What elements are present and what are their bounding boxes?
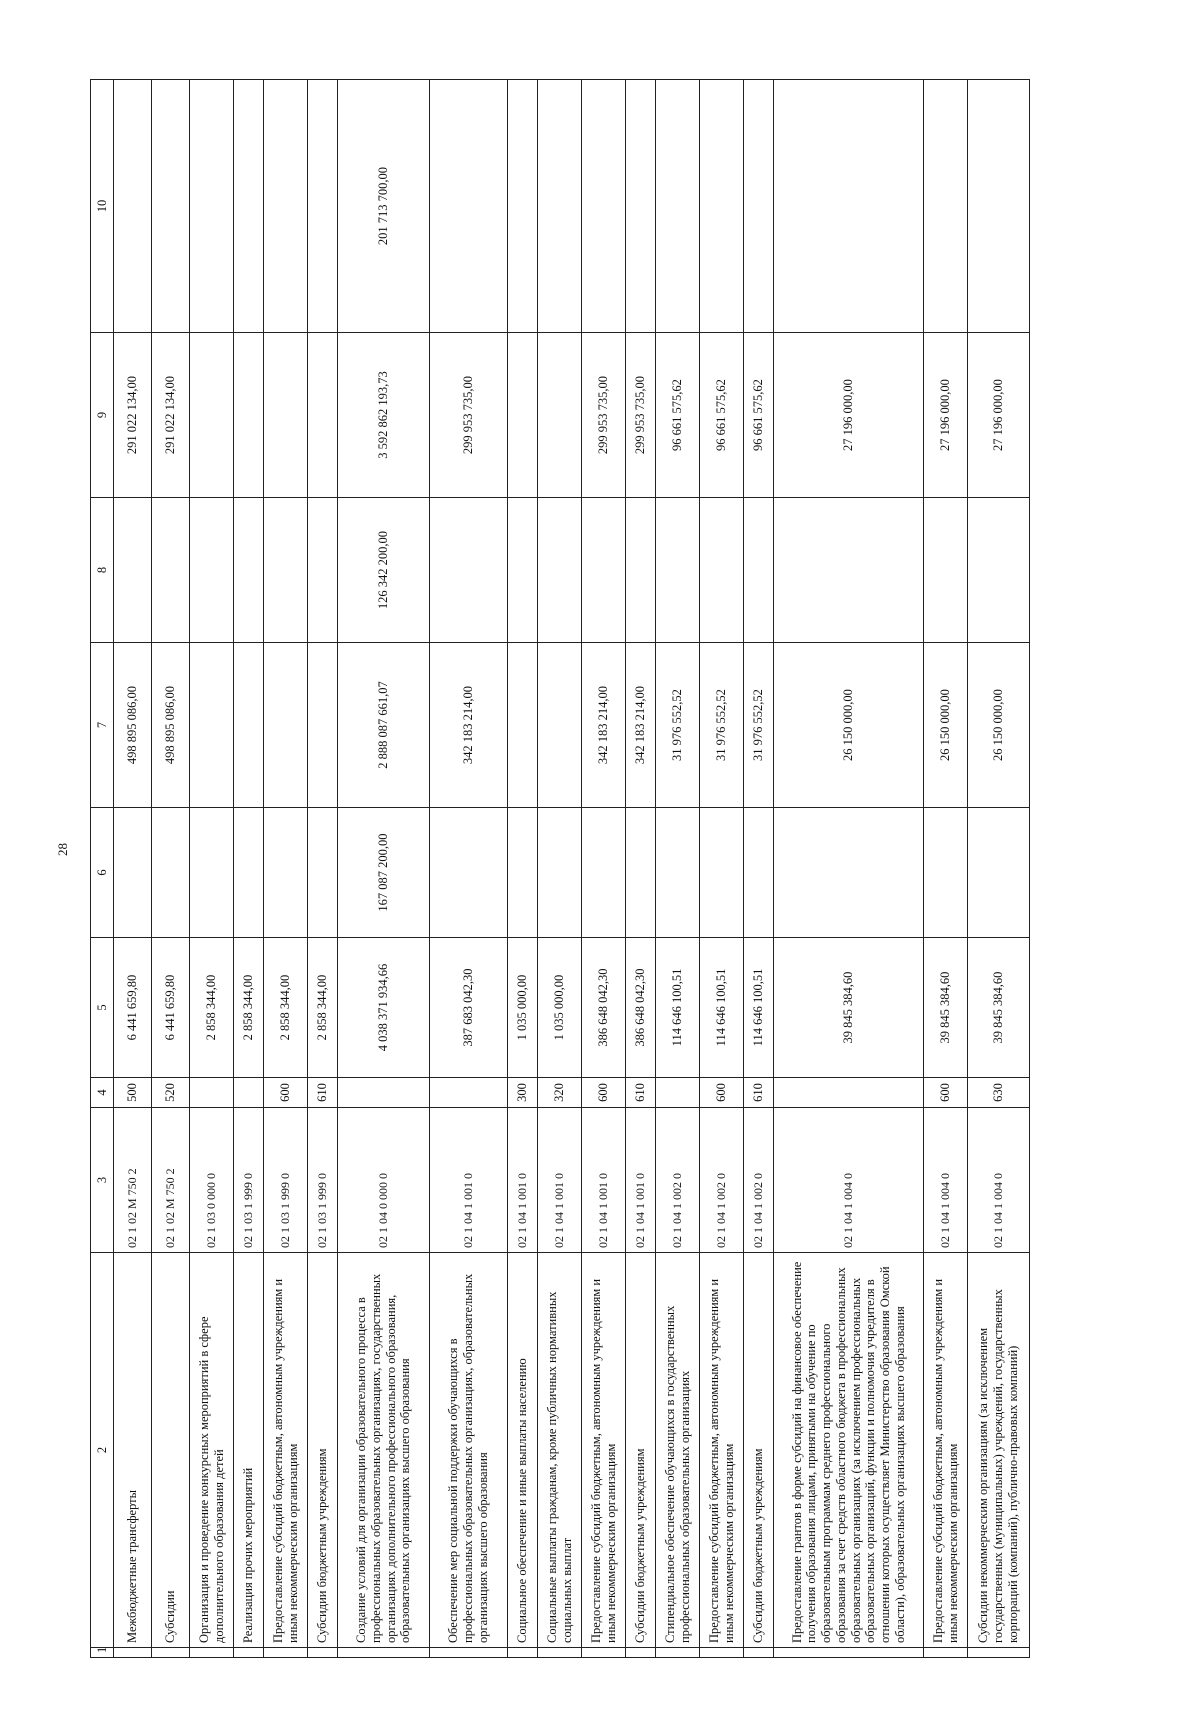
item-name-cell: Реализация прочих мероприятий: [234, 1253, 264, 1648]
amount-col7-cell: [308, 643, 338, 808]
expense-type-cell: 630: [968, 1078, 1030, 1108]
target-code-cell: 02 1 02 M 750 2: [114, 1108, 152, 1253]
expense-type-cell: 600: [264, 1078, 308, 1108]
amount-col9-cell: [190, 333, 234, 498]
row-index-cell: [538, 1648, 582, 1658]
item-name-cell: Социальное обеспечение и иные выплаты населению: [508, 1253, 538, 1648]
table-row: [114, 80, 152, 1658]
col-header-10: 10: [91, 80, 114, 333]
expense-type-cell: 520: [152, 1078, 190, 1108]
amount-col8-cell: [744, 498, 774, 643]
table-row: [700, 80, 744, 1658]
expense-type-cell: [656, 1078, 700, 1108]
amount-col8-cell: [700, 498, 744, 643]
col-header-8: 8: [91, 498, 114, 643]
amount-col9-cell: 27 196 000,00: [968, 333, 1030, 498]
amount-col6-cell: 167 087 200,00: [338, 808, 430, 938]
amount-col5-cell: 2 858 344,00: [234, 938, 264, 1078]
amount-col8-cell: [924, 498, 968, 643]
target-code-cell: 02 1 04 1 002 0: [656, 1108, 700, 1253]
amount-col5-cell: 1 035 000,00: [508, 938, 538, 1078]
amount-col6-cell: [114, 808, 152, 938]
amount-col9-cell: 96 661 575,62: [656, 333, 700, 498]
amount-col10-cell: [774, 80, 924, 333]
amount-col8-cell: [190, 498, 234, 643]
target-code-cell: 02 1 04 1 004 0: [774, 1108, 924, 1253]
amount-col10-cell: [190, 80, 234, 333]
amount-col10-cell: [744, 80, 774, 333]
amount-col7-cell: 31 976 552,52: [744, 643, 774, 808]
amount-col8-cell: [538, 498, 582, 643]
amount-col10-cell: [700, 80, 744, 333]
amount-col10-cell: [538, 80, 582, 333]
target-code-cell: 02 1 04 1 002 0: [744, 1108, 774, 1253]
amount-col10-cell: [430, 80, 508, 333]
amount-col10-cell: [114, 80, 152, 333]
item-name-cell: Обеспечение мер социальной поддержки обучающихся в профессиональных образовательных организациях, образовательных организациях высшего образования: [430, 1253, 508, 1648]
amount-col6-cell: [152, 808, 190, 938]
amount-col9-cell: 27 196 000,00: [774, 333, 924, 498]
amount-col5-cell: 114 646 100,51: [700, 938, 744, 1078]
item-name-cell: Создание условий для организации образовательного процесса в профессиональных образовательных организациях, государственных организациях дополнительного профессионального образования, образовательных организациях высшего образования: [338, 1253, 430, 1648]
target-code-cell: 02 1 04 1 001 0: [538, 1108, 582, 1253]
row-index-cell: [508, 1648, 538, 1658]
row-index-cell: [626, 1648, 656, 1658]
expense-type-cell: 320: [538, 1078, 582, 1108]
expense-type-cell: 600: [582, 1078, 626, 1108]
amount-col9-cell: 291 022 134,00: [152, 333, 190, 498]
target-code-cell: 02 1 04 1 001 0: [626, 1108, 656, 1253]
column-number-row: [91, 80, 114, 1658]
target-code-cell: 02 1 04 1 002 0: [700, 1108, 744, 1253]
amount-col7-cell: 26 150 000,00: [774, 643, 924, 808]
budget-table: [90, 79, 1030, 1658]
amount-col6-cell: [538, 808, 582, 938]
row-index-cell: [338, 1648, 430, 1658]
table-row: [152, 80, 190, 1658]
amount-col5-cell: 6 441 659,80: [114, 938, 152, 1078]
target-code-cell: 02 1 04 1 001 0: [582, 1108, 626, 1253]
table-row: [234, 80, 264, 1658]
row-index-cell: [114, 1648, 152, 1658]
amount-col6-cell: [190, 808, 234, 938]
expense-type-cell: 500: [114, 1078, 152, 1108]
col-header-9: 9: [91, 333, 114, 498]
row-index-cell: [968, 1648, 1030, 1658]
amount-col10-cell: 201 713 700,00: [338, 80, 430, 333]
page-number: 28: [55, 843, 70, 856]
amount-col5-cell: 39 845 384,60: [924, 938, 968, 1078]
amount-col10-cell: [152, 80, 190, 333]
row-index-cell: [264, 1648, 308, 1658]
amount-col5-cell: 2 858 344,00: [308, 938, 338, 1078]
amount-col7-cell: 498 895 086,00: [152, 643, 190, 808]
table-row: [508, 80, 538, 1658]
expense-type-cell: 600: [700, 1078, 744, 1108]
amount-col5-cell: 39 845 384,60: [968, 938, 1030, 1078]
row-index-cell: [656, 1648, 700, 1658]
amount-col5-cell: 1 035 000,00: [538, 938, 582, 1078]
row-index-cell: [582, 1648, 626, 1658]
amount-col5-cell: 114 646 100,51: [656, 938, 700, 1078]
amount-col9-cell: [264, 333, 308, 498]
amount-col8-cell: [152, 498, 190, 643]
amount-col9-cell: [508, 333, 538, 498]
amount-col10-cell: [264, 80, 308, 333]
col-header-3: 3: [91, 1108, 114, 1253]
amount-col9-cell: [538, 333, 582, 498]
amount-col7-cell: 26 150 000,00: [968, 643, 1030, 808]
item-name-cell: Предоставление субсидий бюджетным, автономным учреждениям и иным некоммерческим организациям: [924, 1253, 968, 1648]
col-header-5: 5: [91, 938, 114, 1078]
item-name-cell: Социальные выплаты гражданам, кроме публичных нормативных социальных выплат: [538, 1253, 582, 1648]
table-row: [430, 80, 508, 1658]
col-header-6: 6: [91, 808, 114, 938]
target-code-cell: 02 1 03 1 999 0: [308, 1108, 338, 1253]
row-index-cell: [190, 1648, 234, 1658]
target-code-cell: 02 1 03 1 999 0: [234, 1108, 264, 1253]
item-name-cell: Предоставление грантов в форме субсидий на финансовое обеспечение получения образования лицами, принятыми на обучение по образовательным программам среднего профессионального образования за счет средств областного бюджета в профессиональных образовательных организациях (за исключением профессиональных образовательных организаций, функции и полномочия учредителя в отношении которых осуществляет Министерство образования Омской области), образовательных организациях высшего образования: [774, 1253, 924, 1648]
amount-col6-cell: [626, 808, 656, 938]
amount-col5-cell: 2 858 344,00: [190, 938, 234, 1078]
amount-col6-cell: [308, 808, 338, 938]
amount-col5-cell: 387 683 042,30: [430, 938, 508, 1078]
row-index-cell: [234, 1648, 264, 1658]
amount-col8-cell: [656, 498, 700, 643]
amount-col9-cell: 27 196 000,00: [924, 333, 968, 498]
row-index-cell: [700, 1648, 744, 1658]
expense-type-cell: 300: [508, 1078, 538, 1108]
item-name-cell: Субсидии: [152, 1253, 190, 1648]
amount-col6-cell: [234, 808, 264, 938]
amount-col5-cell: 39 845 384,60: [774, 938, 924, 1078]
amount-col6-cell: [656, 808, 700, 938]
amount-col7-cell: [234, 643, 264, 808]
amount-col8-cell: [508, 498, 538, 643]
amount-col6-cell: [744, 808, 774, 938]
row-index-cell: [774, 1648, 924, 1658]
target-code-cell: 02 1 04 1 001 0: [508, 1108, 538, 1253]
amount-col7-cell: [190, 643, 234, 808]
table-row: [924, 80, 968, 1658]
expense-type-cell: 610: [744, 1078, 774, 1108]
amount-col8-cell: [234, 498, 264, 643]
item-name-cell: Субсидии некоммерческим организациям (за исключением государственных (муниципальных) учреждений, государственных корпораций (компаний), публично-правовых компаний): [968, 1253, 1030, 1648]
target-code-cell: 02 1 04 1 001 0: [430, 1108, 508, 1253]
amount-col9-cell: 291 022 134,00: [114, 333, 152, 498]
amount-col10-cell: [582, 80, 626, 333]
expense-type-cell: [430, 1078, 508, 1108]
item-name-cell: Субсидии бюджетным учреждениям: [744, 1253, 774, 1648]
table-row: [264, 80, 308, 1658]
target-code-cell: 02 1 04 1 004 0: [924, 1108, 968, 1253]
amount-col7-cell: 31 976 552,52: [656, 643, 700, 808]
expense-type-cell: [234, 1078, 264, 1108]
amount-col6-cell: [968, 808, 1030, 938]
item-name-cell: Организация и проведение конкурсных мероприятий в сфере дополнительного образования детей: [190, 1253, 234, 1648]
table-row: [190, 80, 234, 1658]
amount-col8-cell: [114, 498, 152, 643]
amount-col9-cell: 299 953 735,00: [430, 333, 508, 498]
amount-col9-cell: 3 592 862 193,73: [338, 333, 430, 498]
amount-col7-cell: 342 183 214,00: [626, 643, 656, 808]
amount-col5-cell: 4 038 371 934,66: [338, 938, 430, 1078]
col-header-4: 4: [91, 1078, 114, 1108]
amount-col5-cell: 6 441 659,80: [152, 938, 190, 1078]
budget-table-container: [90, 80, 1030, 1658]
amount-col10-cell: [308, 80, 338, 333]
table-row: [338, 80, 430, 1658]
amount-col9-cell: 299 953 735,00: [626, 333, 656, 498]
table-row: [744, 80, 774, 1658]
amount-col10-cell: [508, 80, 538, 333]
item-name-cell: Стипендиальное обеспечение обучающихся в государственных профессиональных образовательных организациях: [656, 1253, 700, 1648]
amount-col7-cell: [508, 643, 538, 808]
amount-col10-cell: [626, 80, 656, 333]
row-index-cell: [744, 1648, 774, 1658]
table-body: [114, 80, 1030, 1658]
amount-col8-cell: [774, 498, 924, 643]
col-header-7: 7: [91, 643, 114, 808]
amount-col5-cell: 114 646 100,51: [744, 938, 774, 1078]
item-name-cell: Межбюджетные трансферты: [114, 1253, 152, 1648]
row-index-cell: [152, 1648, 190, 1658]
table-row: [656, 80, 700, 1658]
amount-col8-cell: [582, 498, 626, 643]
target-code-cell: 02 1 04 1 004 0: [968, 1108, 1030, 1253]
amount-col10-cell: [968, 80, 1030, 333]
amount-col9-cell: 299 953 735,00: [582, 333, 626, 498]
amount-col6-cell: [924, 808, 968, 938]
item-name-cell: Субсидии бюджетным учреждениям: [626, 1253, 656, 1648]
amount-col8-cell: [968, 498, 1030, 643]
row-index-cell: [924, 1648, 968, 1658]
expense-type-cell: [190, 1078, 234, 1108]
amount-col6-cell: [582, 808, 626, 938]
amount-col5-cell: 386 648 042,30: [626, 938, 656, 1078]
amount-col8-cell: [264, 498, 308, 643]
item-name-cell: Предоставление субсидий бюджетным, автономным учреждениям и иным некоммерческим организациям: [700, 1253, 744, 1648]
expense-type-cell: [338, 1078, 430, 1108]
amount-col7-cell: 342 183 214,00: [582, 643, 626, 808]
table-row: [582, 80, 626, 1658]
expense-type-cell: 600: [924, 1078, 968, 1108]
expense-type-cell: 610: [308, 1078, 338, 1108]
item-name-cell: Субсидии бюджетным учреждениям: [308, 1253, 338, 1648]
amount-col6-cell: [700, 808, 744, 938]
amount-col10-cell: [924, 80, 968, 333]
amount-col7-cell: 342 183 214,00: [430, 643, 508, 808]
amount-col7-cell: 498 895 086,00: [114, 643, 152, 808]
amount-col9-cell: 96 661 575,62: [744, 333, 774, 498]
table-row: [538, 80, 582, 1658]
amount-col7-cell: 31 976 552,52: [700, 643, 744, 808]
amount-col9-cell: [308, 333, 338, 498]
amount-col6-cell: [774, 808, 924, 938]
target-code-cell: 02 1 04 0 000 0: [338, 1108, 430, 1253]
col-header-2: 2: [91, 1253, 114, 1648]
amount-col7-cell: [538, 643, 582, 808]
table-row: [774, 80, 924, 1658]
amount-col5-cell: 386 648 042,30: [582, 938, 626, 1078]
amount-col8-cell: 126 342 200,00: [338, 498, 430, 643]
expense-type-cell: [774, 1078, 924, 1108]
amount-col5-cell: 2 858 344,00: [264, 938, 308, 1078]
amount-col10-cell: [656, 80, 700, 333]
amount-col6-cell: [430, 808, 508, 938]
amount-col8-cell: [626, 498, 656, 643]
amount-col6-cell: [508, 808, 538, 938]
target-code-cell: 02 1 03 1 999 0: [264, 1108, 308, 1253]
amount-col7-cell: 26 150 000,00: [924, 643, 968, 808]
amount-col8-cell: [430, 498, 508, 643]
row-index-cell: [308, 1648, 338, 1658]
table-row: [308, 80, 338, 1658]
amount-col7-cell: 2 888 087 661,07: [338, 643, 430, 808]
table-row: [626, 80, 656, 1658]
amount-col10-cell: [234, 80, 264, 333]
amount-col6-cell: [264, 808, 308, 938]
amount-col7-cell: [264, 643, 308, 808]
table-row: [968, 80, 1030, 1658]
amount-col9-cell: [234, 333, 264, 498]
amount-col8-cell: [308, 498, 338, 643]
col-header-1: 1: [91, 1648, 114, 1658]
item-name-cell: Предоставление субсидий бюджетным, автономным учреждениям и иным некоммерческим организациям: [264, 1253, 308, 1648]
target-code-cell: 02 1 02 M 750 2: [152, 1108, 190, 1253]
target-code-cell: 02 1 03 0 000 0: [190, 1108, 234, 1253]
amount-col9-cell: 96 661 575,62: [700, 333, 744, 498]
row-index-cell: [430, 1648, 508, 1658]
item-name-cell: Предоставление субсидий бюджетным, автономным учреждениям и иным некоммерческим организациям: [582, 1253, 626, 1648]
expense-type-cell: 610: [626, 1078, 656, 1108]
